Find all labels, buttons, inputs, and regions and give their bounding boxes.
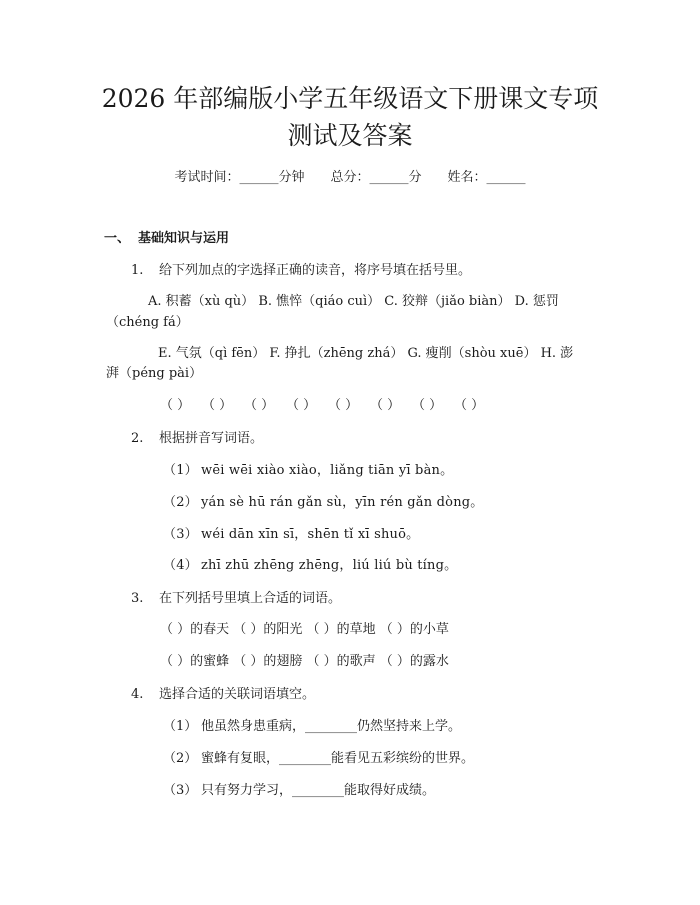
question-number: 1. xyxy=(131,263,144,278)
item-text: 他虽然身患重病，________仍然坚持来上学。 xyxy=(201,719,462,734)
q4-item xyxy=(163,717,461,737)
section-title: 基础知识与运用 xyxy=(138,231,230,246)
item-number: （2） xyxy=(163,495,198,510)
item-text: yán sè hū rán gǎn sù，yīn rén gǎn dòng。 xyxy=(201,495,484,510)
item-number: （3） xyxy=(163,783,198,798)
answer-paren: （ ） xyxy=(202,398,233,413)
exam-info xyxy=(0,168,700,188)
item-text: 只有努力学习，________能取得好成绩。 xyxy=(201,783,436,798)
answer-paren: （ ） xyxy=(286,398,317,413)
answer-paren: （ ） xyxy=(160,398,191,413)
section-number: 一、 xyxy=(104,231,131,246)
question-number: 3. xyxy=(131,591,144,606)
q1-options-line2: （chéng fá） xyxy=(106,315,189,330)
answer-paren: （ ） xyxy=(412,398,443,413)
question-3 xyxy=(131,589,341,609)
answer-paren: （ ） xyxy=(328,398,359,413)
question-2 xyxy=(131,429,263,449)
question-4 xyxy=(131,685,315,705)
question-prompt: 在下列括号里填上合适的词语。 xyxy=(159,591,342,606)
q2-item xyxy=(163,525,419,545)
question-prompt: 给下列加点的字选择正确的读音，将序号填在括号里。 xyxy=(159,263,472,278)
exam-name: 姓名：______ xyxy=(447,170,526,185)
exam-time: 考试时间：______分钟 xyxy=(174,170,305,185)
answer-paren: （ ） xyxy=(370,398,401,413)
section-heading xyxy=(104,229,229,249)
answer-paren: （ ） xyxy=(244,398,275,413)
q3-fill-row-1: （ ）的春天 （ ）的阳光 （ ）的草地 （ ）的小草 xyxy=(160,622,449,637)
q4-item xyxy=(163,749,474,769)
q2-item xyxy=(163,461,453,481)
item-text: zhī zhū zhēng zhēng，liú liú bù tíng。 xyxy=(201,558,458,573)
exam-score: 总分：______分 xyxy=(330,170,422,185)
question-prompt: 根据拼音写词语。 xyxy=(159,431,264,446)
q1-answer-parens xyxy=(160,396,496,416)
item-number: （1） xyxy=(163,463,198,478)
item-number: （1） xyxy=(163,719,198,734)
document-title-line1: 2026 年部编版小学五年级语文下册课文专项 xyxy=(101,84,599,113)
q2-item xyxy=(163,493,484,513)
q4-item xyxy=(163,781,435,801)
q3-fill-row-2: （ ）的蜜蜂 （ ）的翅膀 （ ）的歌声 （ ）的露水 xyxy=(160,654,449,669)
document-title-line2: 测试及答案 xyxy=(287,121,413,150)
item-number: （4） xyxy=(163,558,198,573)
answer-paren: （ ） xyxy=(454,398,485,413)
item-text: 蜜蜂有复眼，________能看见五彩缤纷的世界。 xyxy=(201,751,475,766)
question-number: 2. xyxy=(131,431,144,446)
question-1 xyxy=(131,261,471,281)
question-number: 4. xyxy=(131,687,144,702)
q1-options-line3: E. 气氛（qì fēn） F. 挣扎（zhēng zhá） G. 瘦削（shòu xuē） H. 澎 xyxy=(158,346,574,361)
q1-options-line1: A. 积蓄（xù qù） B. 憔悴（qiáo cuì） C. 狡辩（jiǎo biàn） D. 惩罚 xyxy=(148,294,559,309)
item-number: （2） xyxy=(163,751,198,766)
q1-options-line4: 湃（péng pài） xyxy=(106,366,203,381)
item-text: wéi dān xīn sī，shēn tǐ xī shuō。 xyxy=(201,527,420,542)
item-number: （3） xyxy=(163,527,198,542)
item-text: wēi wēi xiào xiào，liǎng tiān yī bàn。 xyxy=(201,463,454,478)
q2-item xyxy=(163,556,457,576)
question-prompt: 选择合适的关联词语填空。 xyxy=(159,687,316,702)
